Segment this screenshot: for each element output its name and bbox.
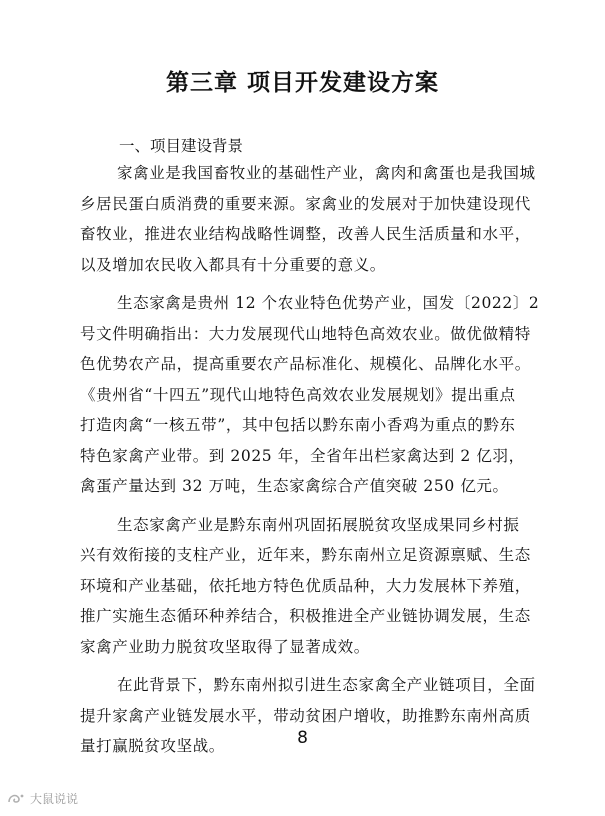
text-line: 生态家禽是贵州 12 个农业特色优势产业，国发〔2022〕2 (117, 294, 540, 312)
chapter-title: 第三章 项目开发建设方案 (165, 69, 439, 96)
text-line: 兴有效衔接的支柱产业，近年来，黔东南州立足资源禀赋、生态 (80, 546, 531, 564)
text-line: 生态家禽产业是黔东南州巩固拓展脱贫攻坚成果同乡村振 (117, 515, 520, 534)
text-line: 以及增加农民收入都具有十分重要的意义。 (80, 255, 386, 274)
watermark-logo-icon (6, 792, 26, 806)
text-line: 畜牧业，推进农业结构战略性调整，改善人民生活质量和水平， (80, 225, 531, 243)
text-line: 在此背景下，黔东南州拟引进生态家禽全产业链项目，全面 (117, 676, 536, 694)
paragraph (80, 158, 536, 280)
text-line: 家禽产业助力脱贫攻坚取得了显著成效。 (80, 637, 370, 656)
text-line: 禽蛋产量达到 32 万吨，生态家禽综合产值突破 250 亿元。 (80, 477, 509, 495)
text-line: 打造肉禽“一核五带”，其中包括以黔东南小香鸡为重点的黔东 (80, 416, 516, 434)
text-line: 家禽业是我国畜牧业的基础性产业，禽肉和禽蛋也是我国城 (117, 164, 536, 182)
paragraph (80, 288, 540, 502)
section-heading: 一、项目建设背景 (119, 137, 244, 155)
text-line: 《贵州省“十四五”现代山地特色高效农业发展规划》提出重点 (80, 385, 516, 404)
text-line: 色优势农产品，提高重要农产品标准化、规模化、品牌化水平。 (80, 355, 531, 373)
paragraph (80, 510, 530, 663)
text-line: 环境和产业基础，依托地方特色优质品种，大力发展林下养殖， (80, 576, 531, 595)
document-body (80, 158, 540, 770)
text-line: 提升家禽产业链发展水平，带动贫困户增收，助推黔东南州高质 (80, 706, 531, 725)
text-line: 乡居民蛋白质消费的重要来源。家禽业的发展对于加快建设现代 (80, 194, 531, 213)
text-line: 号文件明确指出：大力发展现代山地特色高效农业。做优做精特 (80, 324, 531, 343)
text-line: 量打赢脱贫攻坚战。 (80, 737, 225, 755)
text-line: 推广实施生态循环种养结合，积极推进全产业链协调发展，生态 (80, 607, 531, 625)
text-line: 特色家禽产业带。到 2025 年，全省年出栏家禽达到 2 亿羽， (80, 446, 525, 465)
watermark-text: 大鼠说说 (30, 792, 79, 806)
page-number: 8 (297, 728, 308, 748)
watermark (6, 790, 78, 807)
